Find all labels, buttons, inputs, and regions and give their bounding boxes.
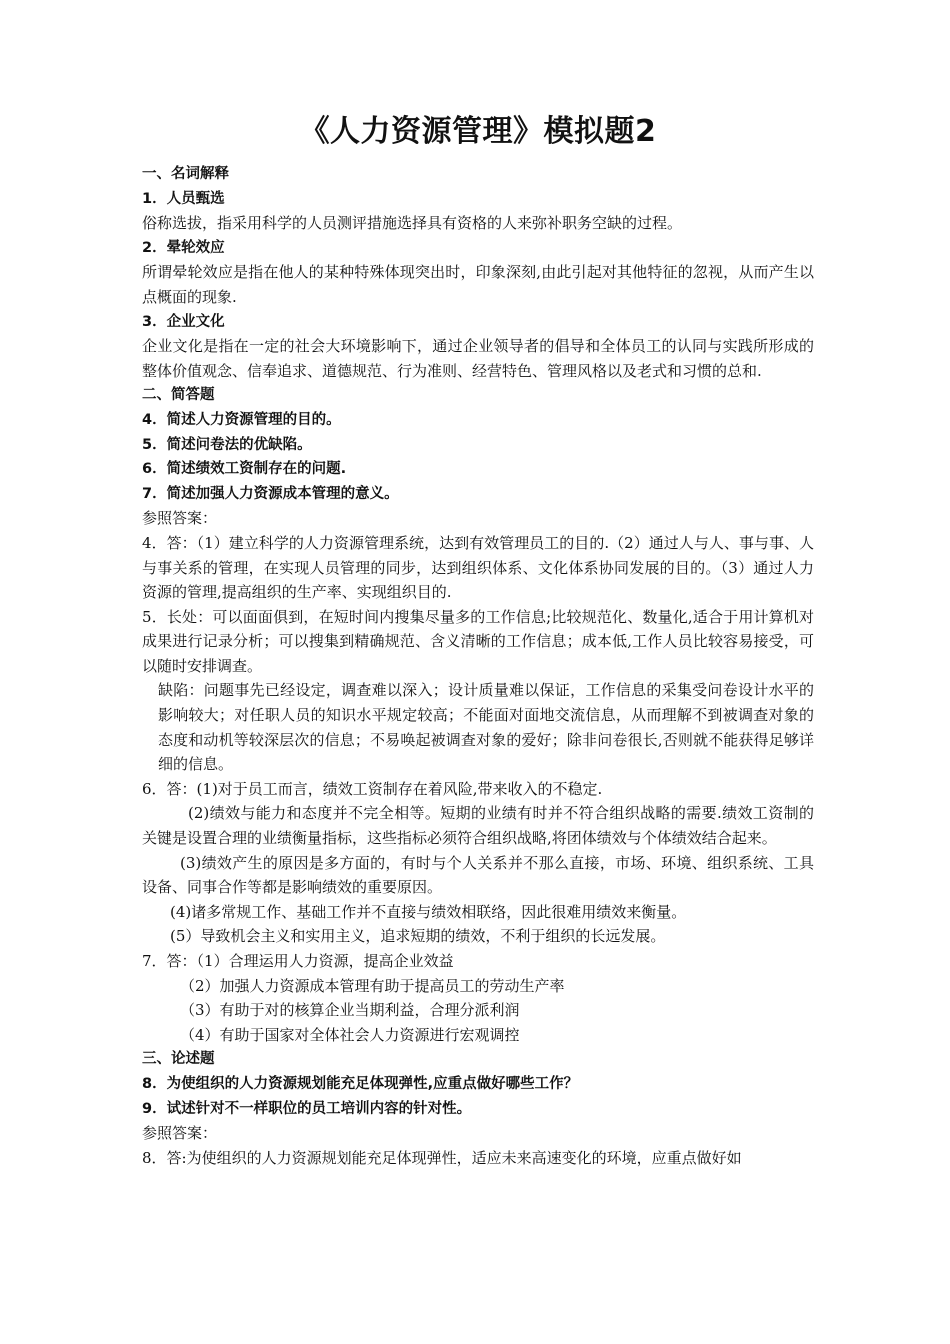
- reference-answer-label: 参照答案：: [142, 509, 218, 528]
- question-7: 7．简述加强人力资源成本管理的意义。: [142, 485, 399, 502]
- answer-7-point-1: 7．答：（1）合理运用人力资源，提高企业效益: [142, 952, 454, 970]
- term-3-title: 3．企业文化: [142, 313, 225, 330]
- term-3-definition: 企业文化是指在一定的社会大环境影响下，通过企业领导者的倡导和全体员工的认同与实践所形成的整体价值观念、信奉追求、道德规范、行为准则、经营特色、管理风格以及老式和习惯的总和.: [142, 337, 814, 380]
- question-4: 4．简述人力资源管理的目的。: [142, 411, 341, 428]
- answer-6-point-1: 6．答：(1)对于员工而言，绩效工资制存在着风险,带来收入的不稳定.: [142, 779, 603, 798]
- section-heading-essay: 三、论述题: [142, 1051, 215, 1068]
- question-5: 5．简述问卷法的优缺陷。: [142, 436, 312, 453]
- answer-4: 4．答：（1）建立科学的人力资源管理系统，达到有效管理员工的目的.（2）通过人与人、事与事、人与事关系的管理，在实现人员管理的同步，达到组织体系、文化体系协同发展的目的。（3）通过人力资源的管理,提高组织的生产率、实现组织目的.: [142, 533, 814, 602]
- answer-7-point-2: （2）加强人力资源成本管理有助于提高员工的劳动生产率: [180, 976, 565, 995]
- answer-6-point-5: (5）导致机会主义和实用主义，追求短期的绩效，不利于组织的长远发展。: [170, 927, 666, 946]
- answer-6-point-2: (2)绩效与能力和态度并不完全相等。短期的业绩有时并不符合组织战略的需要.绩效工资制的关键是设置合理的业绩衡量指标，这些指标必须符合组织战略,将团体绩效与个体绩效结合起来。: [142, 804, 814, 848]
- answer-6-point-4: (4)诸多常规工作、基础工作并不直接与绩效相联络，因此很难用绩效来衡量。: [170, 902, 687, 921]
- answer-7-point-4: （4）有助于国家对全体社会人力资源进行宏观调控: [180, 1025, 520, 1044]
- question-9: 9．试述针对不一样职位的员工培训内容的针对性。: [142, 1100, 472, 1117]
- question-8: 8．为使组织的人力资源规划能充足体现弹性,应重点做好哪些工作？: [142, 1075, 579, 1092]
- document-title: 《人力资源管理》模拟题2: [299, 114, 657, 149]
- answer-5-weaknesses: 缺陷：问题事先已经设定，调查难以深入；设计质量难以保证，工作信息的采集受问卷设计水平的影响较大；对任职人员的知识水平规定较高；不能面对面地交流信息，从而理解不到被调查对象的态度和动机等较深层次的信息；不易唤起被调查对象的爱好；除非问卷很长,否则就不能获得足够详细的信息。: [158, 681, 814, 774]
- answer-6-point-3: (3)绩效产生的原因是多方面的，有时与个人关系并不那么直接，市场、环境、组织系统、工具设备、同事合作等都是影响绩效的重要原因。: [142, 853, 814, 897]
- term-2-definition: 所谓晕轮效应是指在他人的某种特殊体现突出时，印象深刻,由此引起对其他特征的忽视，从而产生以点概面的现象.: [142, 263, 814, 306]
- term-1-definition: 俗称选拔，指采用科学的人员测评措施选择具有资格的人来弥补职务空缺的过程。: [142, 214, 683, 233]
- section-heading-terms: 一、名词解释: [142, 166, 229, 182]
- term-2-title: 2．晕轮效应: [142, 239, 225, 256]
- document-page: [142, 112, 814, 1170]
- answer-5-strengths: 5．长处：可以面面俱到，在短时间内搜集尽量多的工作信息;比较规范化、数量化,适合于用计算机对成果进行记录分析；可以搜集到精确规范、含义清晰的工作信息；成本低,工作人员比较容易接受，可以随时安排调查。: [142, 607, 814, 675]
- question-6: 6．简述绩效工资制存在的问题.: [142, 461, 347, 478]
- answer-7-point-3: （3）有助于对的核算企业当期利益，合理分派利润: [180, 1001, 520, 1020]
- answer-8: 8．答:为使组织的人力资源规划能充足体现弹性，适应未来高速变化的环境，应重点做好如: [142, 1148, 742, 1167]
- term-1-title: 1．人员甄选: [142, 190, 225, 207]
- reference-answer-label-2: 参照答案：: [142, 1124, 218, 1143]
- section-heading-short-answer: 二、简答题: [142, 387, 215, 404]
